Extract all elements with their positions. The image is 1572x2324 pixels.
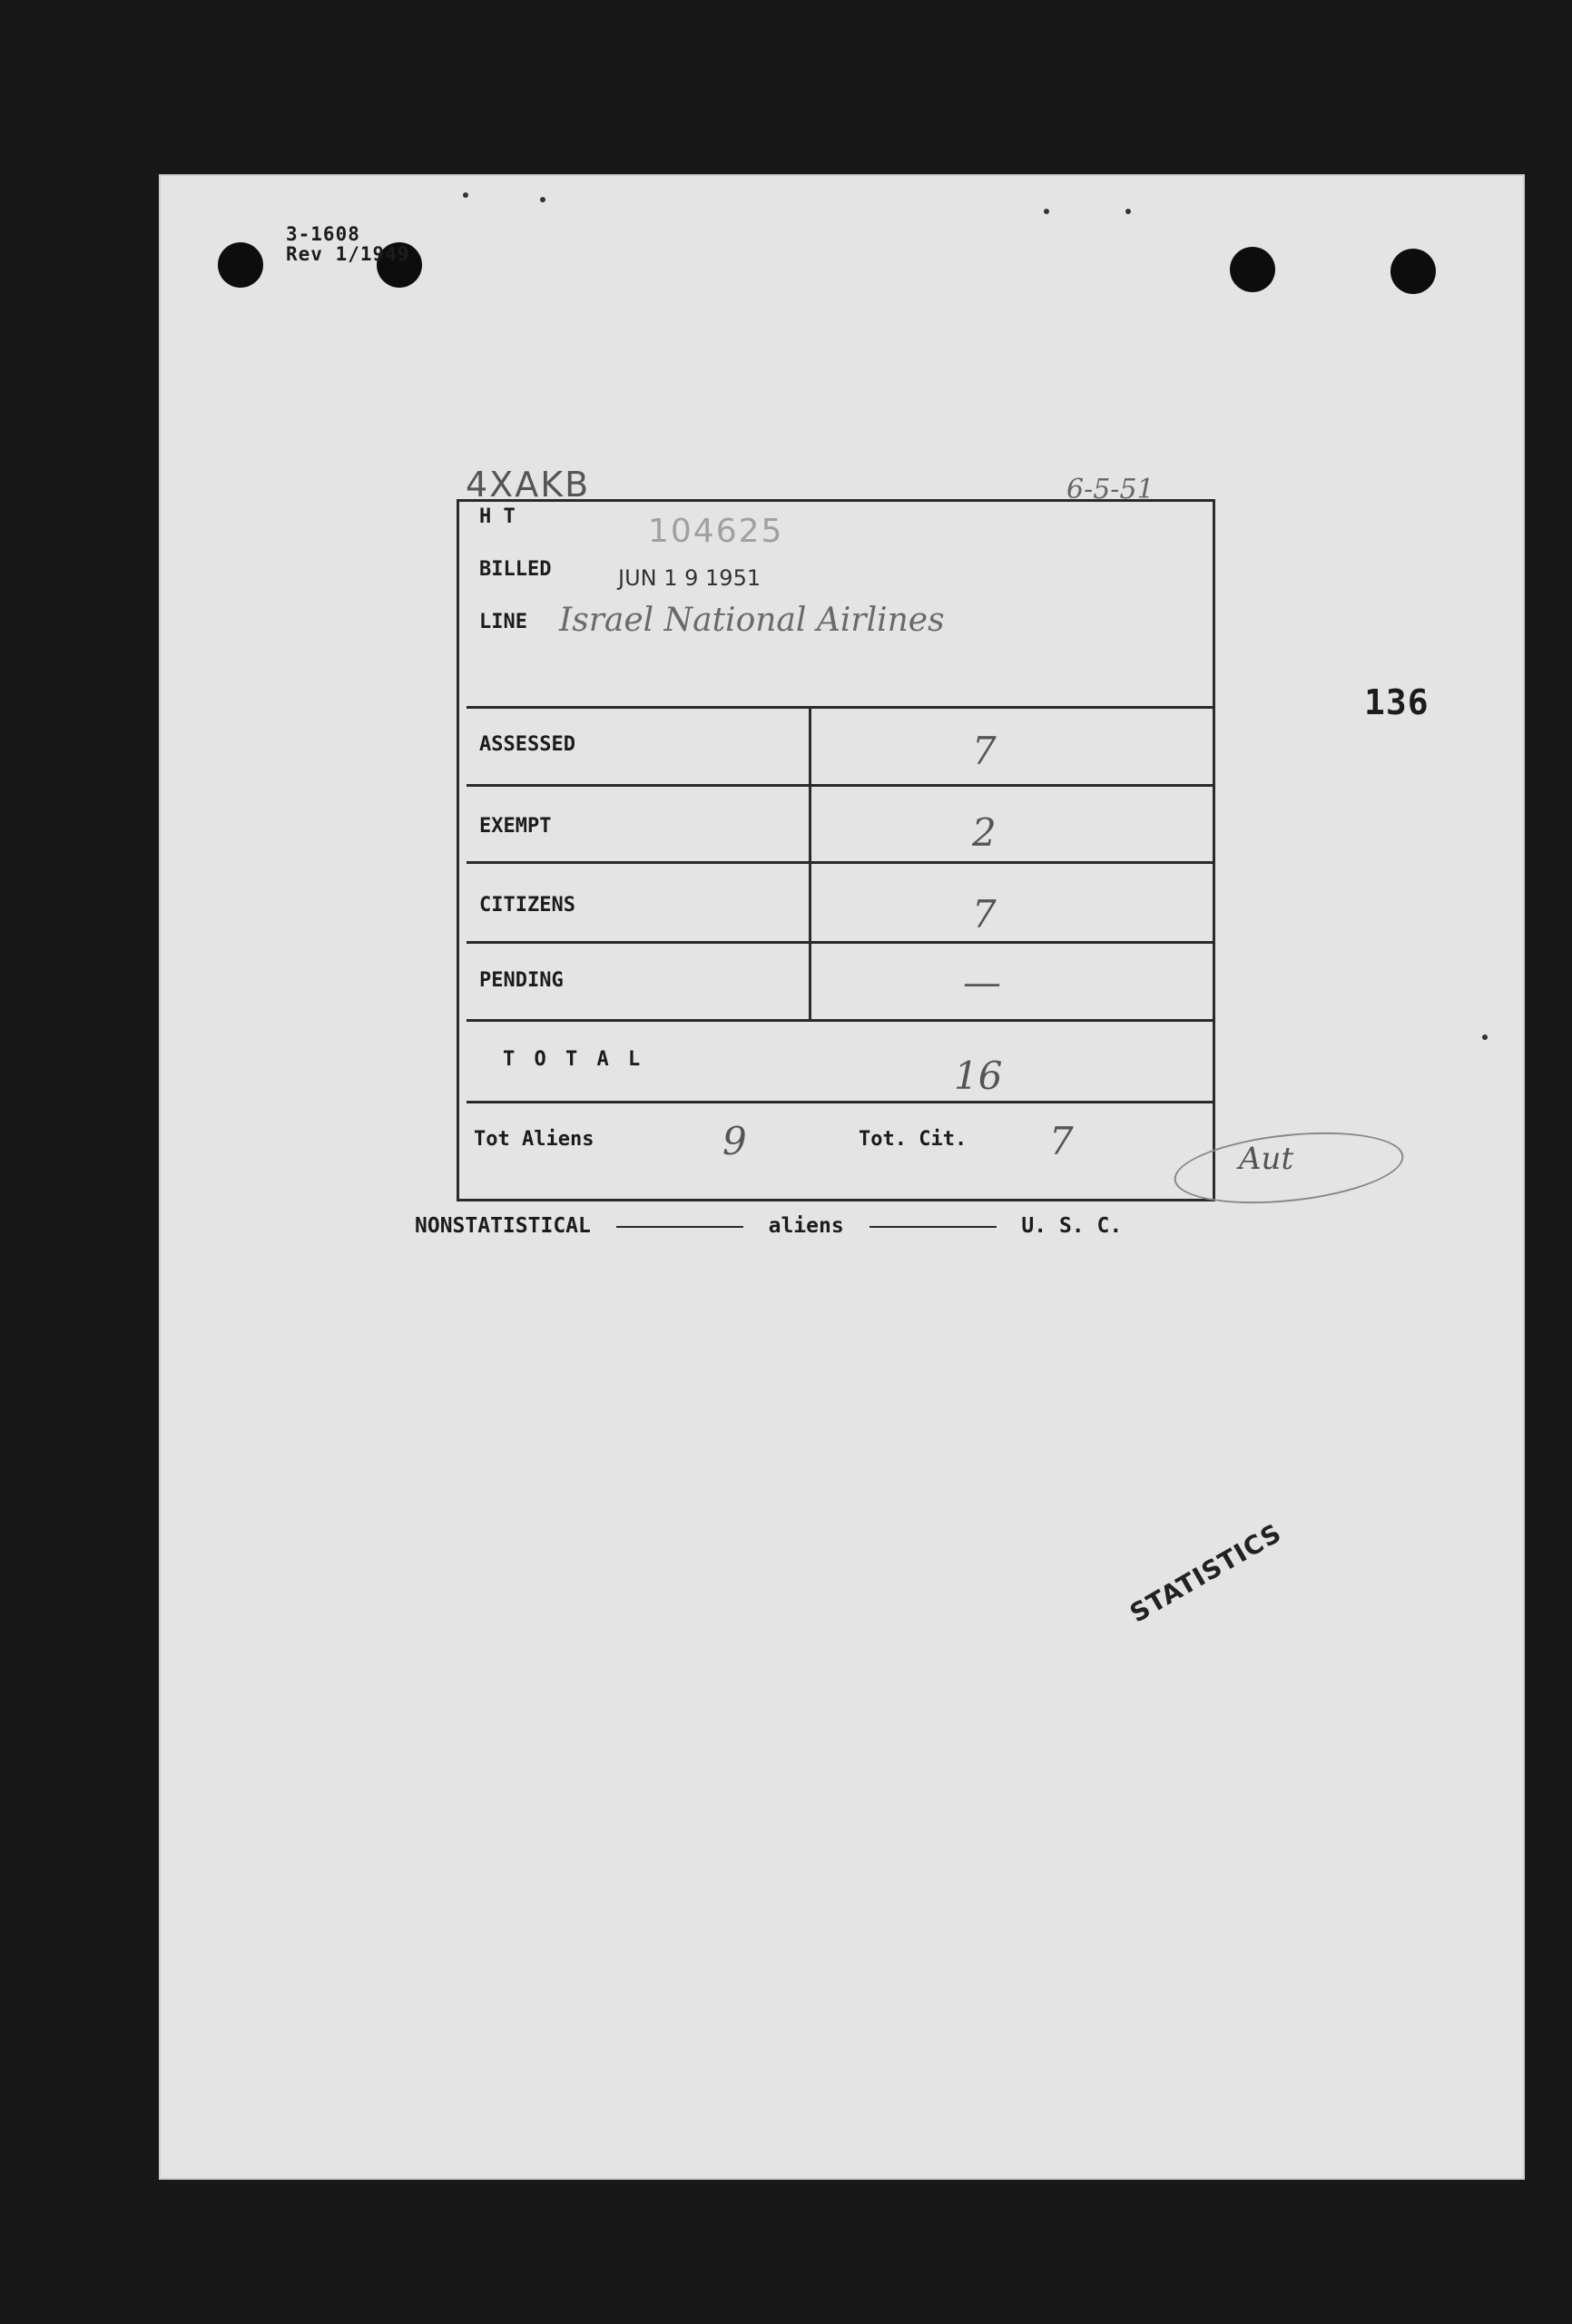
row-divider xyxy=(467,941,1213,944)
handwritten-date: 6-5-51 xyxy=(1066,474,1154,505)
page-number: 136 xyxy=(1364,682,1430,722)
ht-label: H T xyxy=(479,505,516,528)
citizens-label: CITIZENS xyxy=(479,894,575,917)
ink-speck xyxy=(1125,209,1131,214)
ink-speck xyxy=(540,197,545,202)
punch-hole xyxy=(218,242,263,288)
pending-label: PENDING xyxy=(479,969,564,992)
total-label: T O T A L xyxy=(503,1048,644,1071)
total-value: 16 xyxy=(954,1054,1003,1098)
row-divider xyxy=(467,784,1213,787)
row-divider xyxy=(467,706,1213,709)
row-divider xyxy=(467,861,1213,864)
ink-speck xyxy=(463,192,468,198)
column-divider xyxy=(809,706,811,1022)
aliens-blank xyxy=(870,1226,997,1228)
tot-aliens-label: Tot Aliens xyxy=(474,1128,594,1151)
date-stamp: JUN 1 9 1951 xyxy=(618,565,761,591)
exempt-label: EXEMPT xyxy=(479,815,552,838)
punch-hole xyxy=(1230,247,1275,292)
form-number-line1: 3-1608 xyxy=(286,223,360,245)
ink-speck xyxy=(1044,209,1049,214)
assessed-value: 7 xyxy=(972,729,997,773)
initials: Aut xyxy=(1239,1141,1294,1177)
row-divider xyxy=(467,1019,1213,1022)
ink-speck xyxy=(1482,1035,1488,1040)
aliens-label: aliens xyxy=(768,1214,844,1238)
tot-aliens-value: 9 xyxy=(722,1119,747,1163)
citizens-value: 7 xyxy=(972,892,997,936)
row-divider xyxy=(467,1101,1213,1103)
assessed-label: ASSESSED xyxy=(479,733,575,756)
line-name: Israel National Airlines xyxy=(559,602,945,639)
pending-value: — xyxy=(963,960,1001,1005)
statistics-stamp: STATISTICS xyxy=(1125,1517,1287,1629)
exempt-value: 2 xyxy=(972,810,997,855)
nonstatistical-blank xyxy=(616,1226,743,1228)
line-label: LINE xyxy=(479,611,527,633)
call-sign: 4XAKB xyxy=(466,465,591,505)
form-revision: Rev 1/1949 xyxy=(286,243,410,265)
receipt-number-stamp: 104625 xyxy=(648,513,784,550)
form-sheet xyxy=(159,174,1525,2180)
usc-label: U. S. C. xyxy=(1021,1214,1123,1238)
punch-hole xyxy=(1390,249,1436,294)
tot-cit-label: Tot. Cit. xyxy=(859,1128,968,1151)
nonstatistical-label: NONSTATISTICAL xyxy=(415,1214,591,1238)
nonstatistical-line xyxy=(415,1214,1122,1238)
billed-label: BILLED xyxy=(479,558,552,581)
form-number xyxy=(286,224,409,264)
tot-cit-value: 7 xyxy=(1049,1119,1074,1163)
statistics-form-box xyxy=(457,499,1215,1201)
